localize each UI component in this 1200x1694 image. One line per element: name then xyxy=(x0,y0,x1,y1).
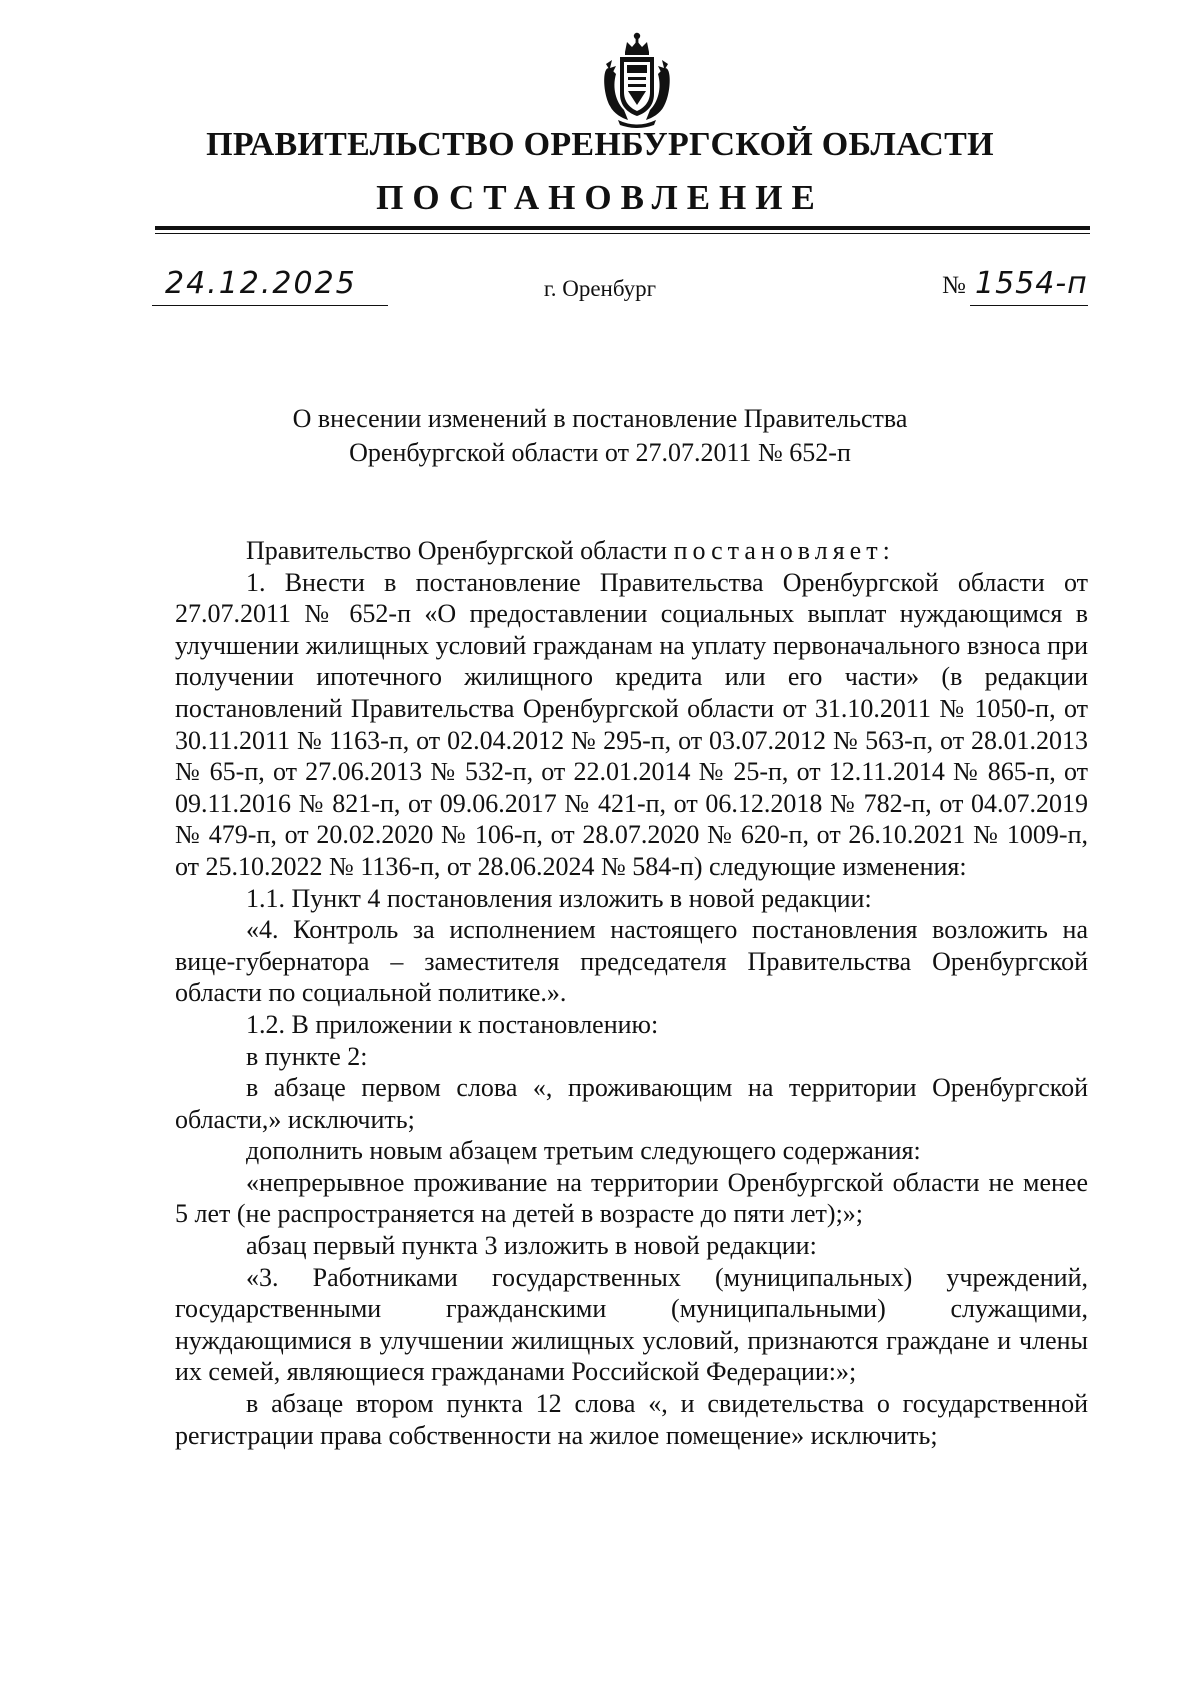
subject-line-2: Оренбургской области от 27.07.2011 № 652-п xyxy=(349,438,851,467)
date-underline xyxy=(152,305,388,306)
number-underline xyxy=(970,305,1088,306)
header-rule-thick xyxy=(155,226,1090,230)
paragraph-item-2-a: в абзаце первом слова «, проживающим на территории Оренбургской области,» исключить; xyxy=(175,1073,1088,1134)
document-subject xyxy=(0,402,1200,470)
paragraph-1-1: 1.1. Пункт 4 постановления изложить в новой редакции: xyxy=(246,883,872,913)
subject-line-1: О внесении изменений в постановление Правительства xyxy=(292,404,908,433)
document-body xyxy=(175,535,1088,1451)
document-number: 1554-п xyxy=(975,266,1088,301)
header-rule-thin xyxy=(155,233,1090,234)
preamble xyxy=(175,535,1088,567)
document-date: 24.12.2025 xyxy=(165,266,357,301)
paragraph-1-1-quote: «4. Контроль за исполнением настоящего постановления возложить на вице-губернатора – заместителя председателя Правительства Оренбургской области по социальной политике.». xyxy=(175,915,1088,1008)
paragraph-1-2: 1.2. В приложении к постановлению: xyxy=(246,1009,659,1039)
organization-title: ПРАВИТЕЛЬСТВО ОРЕНБУРГСКОЙ ОБЛАСТИ xyxy=(206,126,994,163)
paragraph-item-3: абзац первый пункта 3 изложить в новой редакции: xyxy=(246,1231,817,1261)
paragraph-item-2-b-quote: «непрерывное проживание на территории Оренбургской области не менее 5 лет (не распространяется на детей в возрасте до пяти лет);»; xyxy=(175,1167,1088,1229)
document-number-label: № xyxy=(942,272,966,299)
coat-of-arms-icon xyxy=(598,30,676,130)
paragraph-item-3-quote: «3. Работниками государственных (муниципальных) учреждений, государственными гражданскими (муниципальными) служащими, нуждающимися в улучшении жилищных условий, признаются граждане и члены их семей, являющиеся гражданами Российской Федерации:»; xyxy=(175,1262,1088,1387)
document-city: г. Оренбург xyxy=(543,276,657,301)
paragraph-1: 1. Внести в постановление Правительства Оренбургской области от 27.07.2011 № 652-п «О предоставлении социальных выплат нуждающимся в улучшении жилищных условий гражданам на уплату первоначального взноса при получении ипотечного жилищного кредита или его части» (в редакции постановлений Правительства Оренбургской области от 31.10.2011 № 1050-п, от 30.11.2011 № 1163-п, от 02.04.2012 № 295-п, от 03.07.2012 № 563-п, от 28.01.2013 № 65-п, от 27.06.2013 № 532-п, от 22.01.2014 № 25-п, от 12.11.2014 № 865-п, от 09.11.2016 № 821-п, от 09.06.2017 № 421-п, от 06.12.2018 № 782-п, от 04.07.2019 № 479-п, от 20.02.2020 № 106-п, от 28.07.2020 № 620-п, от 26.10.2021 № 1009-п, от 25.10.2022 № 1136-п, от 28.06.2024 № 584-п) следующие изменения: xyxy=(175,567,1088,881)
paragraph-item-2-b: дополнить новым абзацем третьим следующего содержания: xyxy=(246,1136,921,1166)
preamble-verb: постановляет: xyxy=(673,536,895,565)
preamble-text: Правительство Оренбургской области xyxy=(246,536,668,565)
paragraph-item-2: в пункте 2: xyxy=(246,1041,368,1071)
paragraph-item-12: в абзаце втором пункта 12 слова «, и свидетельства о государственной регистрации права собственности на жилое помещение» исключить; xyxy=(175,1389,1088,1450)
document-type-title: ПОСТАНОВЛЕНИЕ xyxy=(376,178,824,217)
